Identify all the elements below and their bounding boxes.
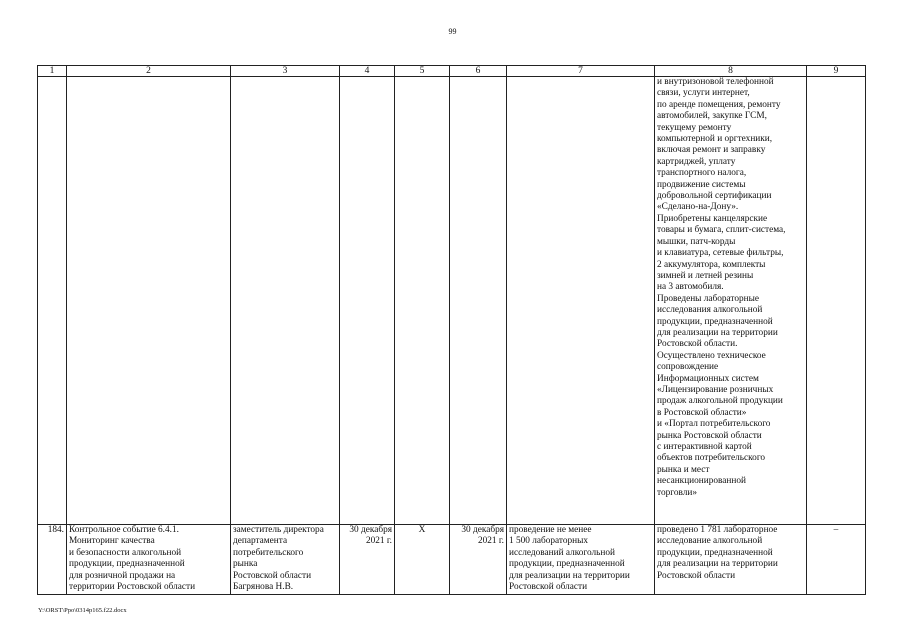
header-cell: 8 <box>655 66 807 77</box>
table-cell <box>231 77 340 525</box>
table-cell <box>507 77 655 525</box>
header-cell: 3 <box>231 66 340 77</box>
header-cell: 9 <box>807 66 866 77</box>
responsible-cell: заместитель директора департамента потребительского рынка Ростовской области Багрянова Н.В. <box>231 525 340 595</box>
page-number: 99 <box>448 27 457 36</box>
expected-result-cell: проведение не менее 1 500 лабораторных исследований алкогольной продукции, предназначенной для реализации на территории Ростовской области <box>507 525 655 595</box>
notes-cell: – <box>807 525 866 595</box>
mark-cell: Х <box>395 525 450 595</box>
table-cell <box>395 77 450 525</box>
table-row-continuation <box>38 77 866 525</box>
header-cell: 1 <box>38 66 67 77</box>
planned-date-cell: 30 декабря 2021 г. <box>340 525 395 595</box>
report-table <box>37 65 866 595</box>
result-cell: и внутризоновой телефонной связи, услуги интернет, по аренде помещения, ремонту автомобилей, закупке ГСМ, текущему ремонту компьютерной и оргтехники, включая ремонт и заправку картриджей, уплату транспортного налога, продвижение системы добровольной сертификации «Сделано-на-Дону». Приобретены канцелярские товары и бумага, сплит-система, мышки, патч-корды и клавиатура, сетевые фильтры, 2 аккумулятора, комплекты зимней и летней резины на 3 автомобиля. Проведены лабораторные исследования алкогольной продукции, предназначенной для реализации на территории Ростовской области. Осуществлено техническое сопровождение Информационных систем «Лицензирование розничных продаж алкогольной продукции в Ростовской области» и «Портал потребительского рынка Ростовской области с интерактивной картой объектов потребительского рынка и мест несанкционированной торговли» <box>655 77 807 525</box>
header-cell: 7 <box>507 66 655 77</box>
actual-date-cell: 30 декабря 2021 г. <box>450 525 507 595</box>
header-cell: 4 <box>340 66 395 77</box>
row-number-cell: 184. <box>38 525 67 595</box>
actual-result-cell: проведено 1 781 лабораторное исследование алкогольной продукции, предназначенной для реализации на территории Ростовской области <box>655 525 807 595</box>
event-name-cell: Контрольное событие 6.4.1. Мониторинг качества и безопасности алкогольной продукции, предназначенной для розничной продажи на территории Ростовской области <box>67 525 231 595</box>
table-cell <box>807 77 866 525</box>
header-cell: 5 <box>395 66 450 77</box>
table-cell <box>340 77 395 525</box>
table-cell <box>450 77 507 525</box>
table-cell <box>67 77 231 525</box>
header-cell: 6 <box>450 66 507 77</box>
table-cell <box>38 77 67 525</box>
header-cell: 2 <box>67 66 231 77</box>
table-header-row <box>38 66 866 77</box>
footer-file-path: Y:\ORST\Ppo\0314p165.f22.docx <box>38 607 127 614</box>
table-row-184 <box>38 525 866 595</box>
